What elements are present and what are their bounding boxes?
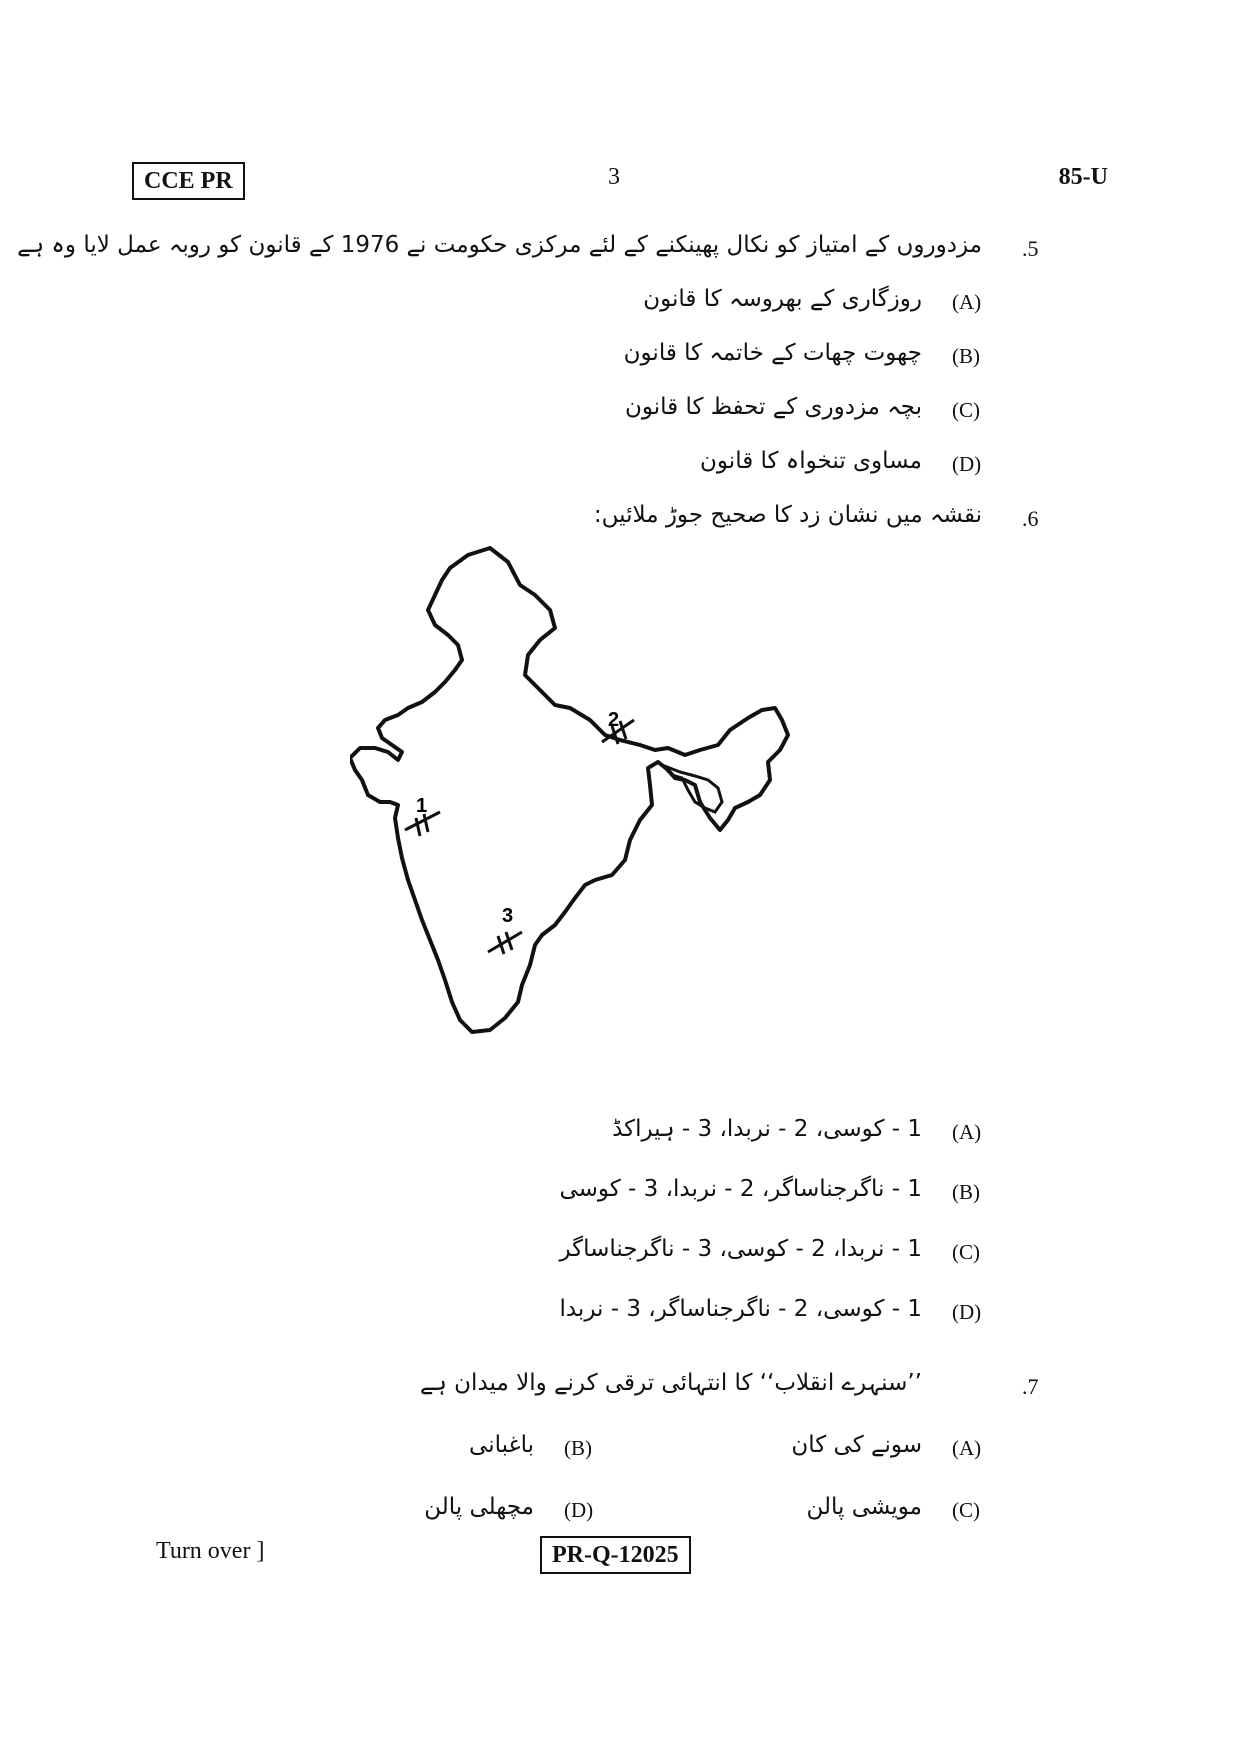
q6-option-b-text: 1 - ناگرجناساگر، 2 - نربدا، 3 - کوسی xyxy=(559,1176,922,1202)
northeast-outline xyxy=(662,765,722,812)
q6-option-b-letter: (B) xyxy=(952,1180,980,1204)
page-number: 3 xyxy=(608,164,620,190)
q5-option-b-text: چھوت چھات کے خاتمہ کا قانون xyxy=(623,340,922,366)
map-label-2: 2 xyxy=(608,709,620,731)
q6-option-a-letter: (A) xyxy=(952,1120,982,1144)
q5-number: .5 xyxy=(1022,236,1039,261)
q6-option-d-letter: (D) xyxy=(952,1300,982,1324)
q5-option-a-text: روزگاری کے بھروسہ کا قانون xyxy=(643,286,922,312)
map-label-3: 3 xyxy=(502,905,514,927)
q7-option-a-text: سونے کی کان xyxy=(791,1432,922,1458)
q5-option-a-letter: (A) xyxy=(952,290,982,314)
q5-option-c-text: بچہ مزدوری کے تحفظ کا قانون xyxy=(624,394,922,420)
marker-3 xyxy=(488,932,522,952)
q6-option-c-text: 1 - نربدا، 2 - کوسی، 3 - ناگرجناساگر xyxy=(559,1236,922,1262)
q7-number: .7 xyxy=(1022,1374,1039,1399)
map-label-1: 1 xyxy=(416,795,428,817)
india-outline xyxy=(350,548,788,1032)
q7-option-b-text: باغبانی xyxy=(469,1432,534,1458)
turn-over-note: Turn over ] xyxy=(156,1538,265,1564)
q6-number: .6 xyxy=(1022,506,1039,531)
q6-option-a-text: 1 - کوسی، 2 - نربدا، 3 - ہیراکڈ xyxy=(612,1116,922,1142)
q7-option-d-text: مچھلی پالن xyxy=(424,1494,534,1520)
q7-text: ’’سنہرے انقلاب‘‘ کا انتہائی ترقی کرنے والا میدان ہے xyxy=(419,1370,922,1396)
paper-code: 85-U xyxy=(1058,164,1108,190)
question-paper-code: PR-Q-12025 xyxy=(540,1536,691,1574)
q7-option-d-letter: (D) xyxy=(564,1498,594,1522)
q5-text: مزدوروں کے امتیاز کو نکال پھینکنے کے لئے مرکزی حکومت نے 1976 کے قانون کو روبہ عمل لایا وہ ہے xyxy=(17,232,982,258)
india-map xyxy=(350,540,890,1100)
q6-text: نقشہ میں نشان زد کا صحیح جوڑ ملائیں: xyxy=(593,502,982,528)
exam-code: CCE PR xyxy=(132,162,245,200)
q6-option-c-letter: (C) xyxy=(952,1240,980,1264)
q7-option-c-text: مویشی پالن xyxy=(806,1494,922,1520)
q7-option-b-letter: (B) xyxy=(564,1436,592,1460)
q7-option-a-letter: (A) xyxy=(952,1436,982,1460)
q5-option-d-letter: (D) xyxy=(952,452,982,476)
q5-option-d-text: مساوی تنخواہ کا قانون xyxy=(700,448,922,474)
q7-option-c-letter: (C) xyxy=(952,1498,980,1522)
q5-option-b-letter: (B) xyxy=(952,344,980,368)
q6-option-d-text: 1 - کوسی، 2 - ناگرجناساگر، 3 - نربدا xyxy=(559,1296,922,1322)
marker-1-tick-a xyxy=(416,818,420,836)
q5-option-c-letter: (C) xyxy=(952,398,980,422)
